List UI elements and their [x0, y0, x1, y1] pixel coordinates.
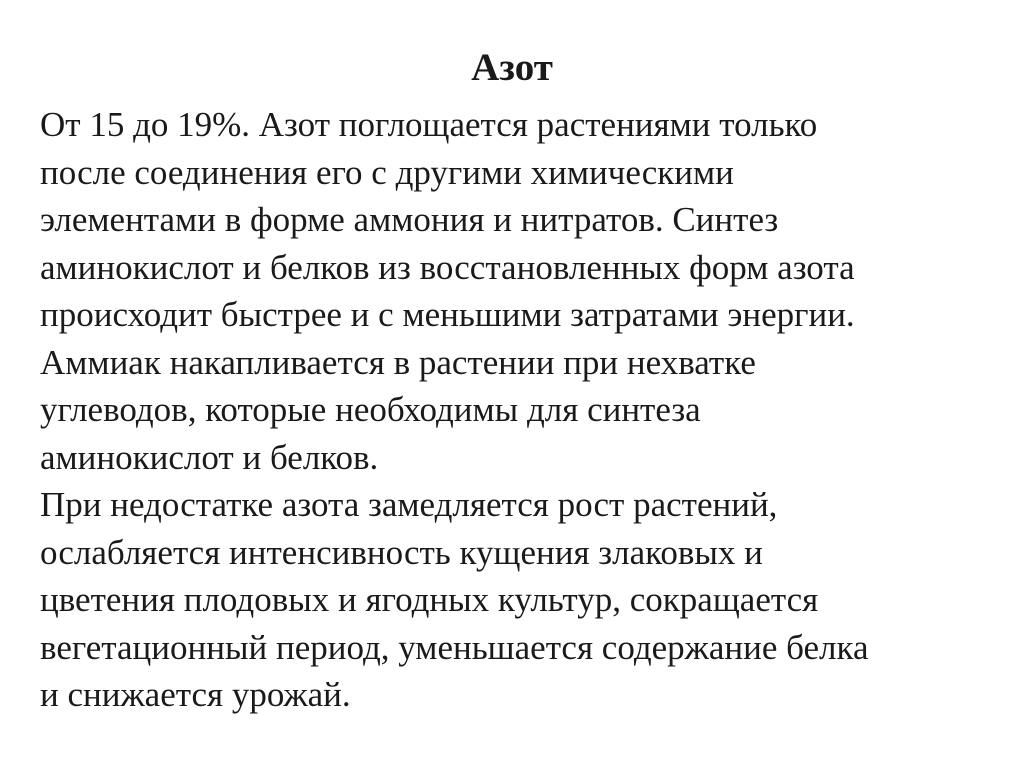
body-line: цветения плодовых и ягодных культур, сокращается [40, 580, 819, 619]
body-line: аминокислот и белков. [40, 437, 379, 477]
slide-title: Азот [471, 46, 553, 89]
body-line: и снижается урожай. [40, 675, 351, 714]
body-line: Аммиак накапливается в растении при нехватке [40, 342, 756, 382]
body-line: после соединения его с другими химическими [40, 152, 734, 192]
body-line: углеводов, которые необходимы для синтеза [40, 390, 701, 429]
body-line: От 15 до 19%. Азот поглощается растениями только [40, 105, 818, 144]
body-line: При недостатке азота замедляется рост растений, [40, 485, 778, 524]
body-line: аминокислот и белков из восстановленных форм азота [40, 247, 855, 287]
body-line: элементами в форме аммония и нитратов. Синтез [40, 200, 779, 239]
body-line: вегетационный период, уменьшается содержание белка [40, 627, 869, 667]
body-line: происходит быстрее и с меньшими затратами энергии. [40, 295, 855, 334]
slide-body [40, 101, 1000, 719]
body-line: ослабляется интенсивность кущения злаковых и [40, 532, 763, 572]
